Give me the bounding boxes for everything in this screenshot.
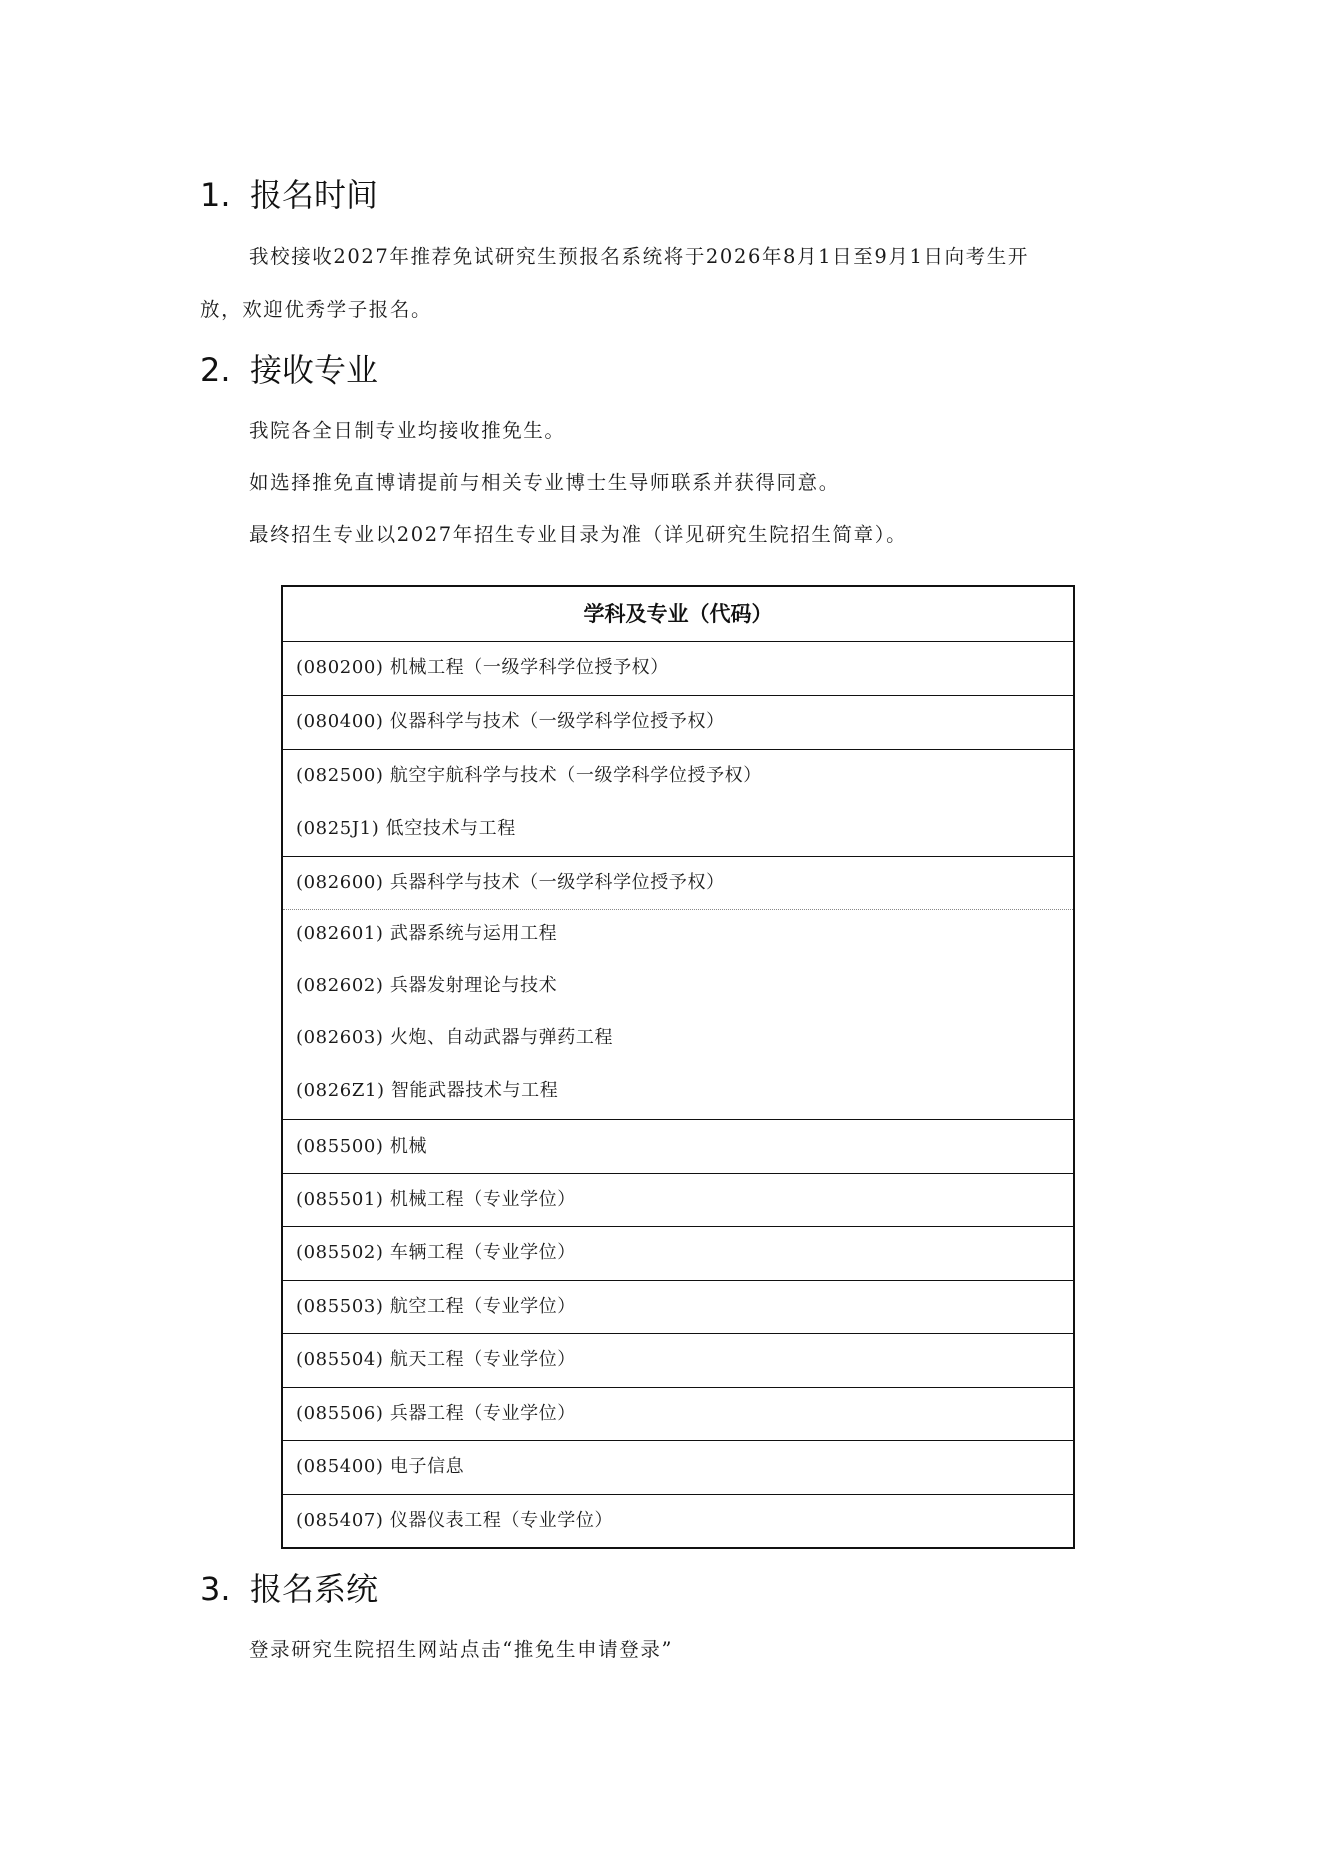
- section-2-number: 2.: [200, 351, 231, 389]
- section-2-paragraph-1: 我院各全日制专业均接收推免生。: [249, 419, 566, 442]
- table-row: [283, 1387, 1073, 1440]
- section-1-paragraph-2: 放，欢迎优秀学子报名。: [200, 298, 433, 321]
- section-2-title: 接收专业: [250, 351, 379, 389]
- table-cell: (0826Z1) 智能武器技术与工程: [296, 1080, 559, 1101]
- table-header: 学科及专业（代码）: [583, 602, 773, 626]
- table-cell: (082601) 武器系统与运用工程: [296, 923, 558, 944]
- table-cell: (082600) 兵器科学与技术（一级学科学位授予权）: [296, 872, 725, 893]
- section-2-paragraph-2: 如选择推免直博请提前与相关专业博士生导师联系并获得同意。: [249, 471, 840, 494]
- table-row: [283, 909, 1073, 1119]
- table-row: [283, 695, 1073, 749]
- table-row: [283, 641, 1073, 695]
- section-1-paragraph-1: 我校接收2027年推荐免试研究生预报名系统将于2026年8月1日至9月1日向考生开: [249, 245, 1029, 268]
- table-cell: (085400) 电子信息: [296, 1456, 465, 1477]
- table-cell: (085500) 机械: [296, 1136, 428, 1157]
- table-cell: (082500) 航空宇航科学与技术（一级学科学位授予权）: [296, 765, 762, 786]
- table-cell: (085504) 航天工程（专业学位）: [296, 1349, 576, 1370]
- table-row: [283, 856, 1073, 909]
- table-cell: (0825J1) 低空技术与工程: [296, 818, 516, 839]
- table-cell: (085501) 机械工程（专业学位）: [296, 1189, 576, 1210]
- table-cell: (085502) 车辆工程（专业学位）: [296, 1242, 576, 1263]
- table-cell: (085506) 兵器工程（专业学位）: [296, 1403, 576, 1424]
- section-3-heading: [200, 1569, 378, 1609]
- section-3-number: 3.: [200, 1570, 231, 1608]
- table-cell: (082602) 兵器发射理论与技术: [296, 975, 558, 996]
- table-cell: (082603) 火炮、自动武器与弹药工程: [296, 1027, 614, 1048]
- table-cell: (085503) 航空工程（专业学位）: [296, 1296, 576, 1317]
- section-1-number: 1.: [200, 176, 231, 214]
- section-3-title: 报名系统: [250, 1570, 379, 1608]
- table-row: [283, 1333, 1073, 1387]
- section-1-title: 报名时间: [250, 176, 379, 214]
- table-row: [283, 749, 1073, 856]
- section-1-heading: [200, 175, 378, 215]
- section-3-paragraph-1: 登录研究生院招生网站点击“推免生申请登录”: [249, 1638, 674, 1661]
- table-cell: (080200) 机械工程（一级学科学位授予权）: [296, 657, 669, 678]
- table-row: [283, 1119, 1073, 1173]
- table-cell: (080400) 仪器科学与技术（一级学科学位授予权）: [296, 711, 725, 732]
- table-cell: (085407) 仪器仪表工程（专业学位）: [296, 1510, 614, 1531]
- table-row: [283, 1440, 1073, 1494]
- table-row: [283, 1280, 1073, 1333]
- table-row: [283, 1226, 1073, 1280]
- majors-table: [281, 585, 1075, 1549]
- table-row: [283, 1173, 1073, 1226]
- section-2-heading: [200, 350, 378, 390]
- section-2-paragraph-3: 最终招生专业以2027年招生专业目录为准（详见研究生院招生简章）。: [249, 523, 908, 546]
- table-row: [283, 1494, 1073, 1547]
